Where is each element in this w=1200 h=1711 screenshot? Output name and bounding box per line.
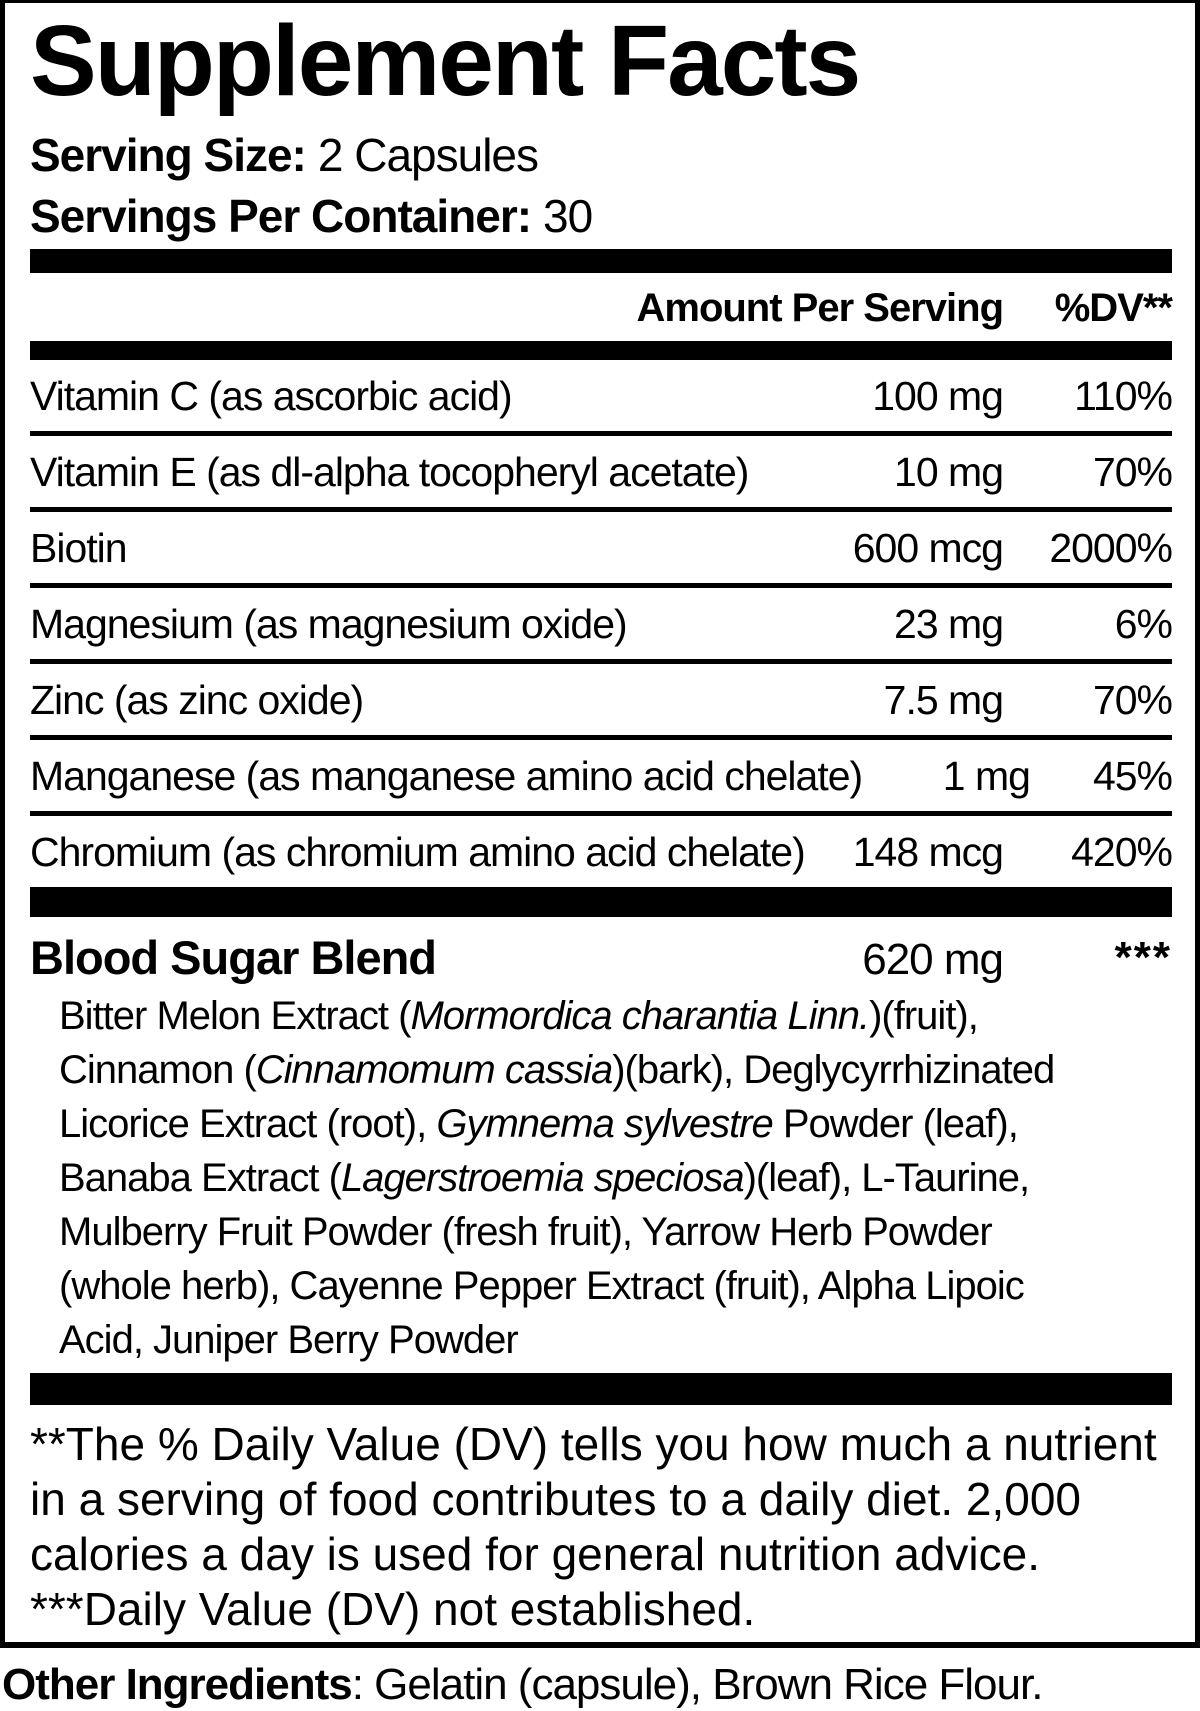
nutrient-dv: 6%	[1114, 601, 1172, 647]
panel-title: Supplement Facts	[30, 5, 860, 117]
divider-bar-thick	[30, 1373, 1172, 1405]
serving-size-line	[30, 125, 1172, 186]
nutrient-name: Chromium (as chromium amino acid chelate)	[30, 829, 805, 875]
table-row	[30, 583, 1172, 659]
divider-bar-thick	[30, 887, 1172, 917]
percent-dv-header: %DV**	[1054, 286, 1172, 330]
nutrient-dv: 70%	[1092, 677, 1172, 723]
serving-size-label: Serving Size:	[30, 129, 306, 181]
nutrient-amount: 7.5 mg	[883, 677, 1003, 723]
table-row	[30, 735, 1172, 811]
nutrient-dv: 2000%	[1049, 525, 1172, 571]
blend-ingredients: Bitter Melon Extract (Mormordica charantia Linn.)(fruit), Cinnamon (Cinnamomum cassia)(bark), Deglycyrrhizinated Licorice Extract (root), Gymnema sylvestre Powder (leaf), Banaba Extract (Lagerstroemia speciosa)(leaf), L-Taurine, Mulberry Fruit Powder (fresh fruit), Yarrow Herb Powder (whole herb), Cayenne Pepper Extract (fruit), Alpha Lipoic Acid, Juniper Berry Powder	[59, 994, 1055, 1362]
servings-per-container-line	[30, 186, 1172, 247]
other-ingredients-value: : Gelatin (capsule), Brown Rice Flour.	[351, 1660, 1043, 1709]
nutrient-name: Vitamin C (as ascorbic acid)	[30, 373, 512, 419]
serving-size-value: 2 Capsules	[317, 129, 539, 181]
nutrient-name: Magnesium (as magnesium oxide)	[30, 601, 627, 647]
divider-bar-medium	[30, 341, 1172, 360]
nutrient-dv: 420%	[1071, 829, 1172, 875]
servings-per-container-value: 30	[543, 190, 593, 242]
servings-per-container-label: Servings Per Container:	[30, 190, 532, 242]
nutrient-amount: 600 mcg	[852, 525, 1003, 571]
other-ingredients-label: Other Ingredients	[2, 1660, 352, 1709]
nutrient-name: Manganese (as manganese amino acid chelate)	[30, 753, 863, 799]
amount-per-serving-header: Amount Per Serving	[636, 286, 1003, 330]
nutrient-name: Vitamin E (as dl-alpha tocopheryl acetate)	[30, 449, 749, 495]
table-row	[30, 811, 1172, 887]
table-row	[30, 431, 1172, 507]
nutrient-amount: 1 mg	[942, 753, 1030, 799]
divider-bar-thick	[30, 249, 1172, 273]
nutrient-name: Zinc (as zinc oxide)	[30, 677, 364, 723]
footnotes	[30, 1417, 1172, 1637]
nutrient-table	[30, 360, 1172, 887]
nutrient-amount: 100 mg	[872, 373, 1003, 419]
nutrient-dv: 110%	[1074, 373, 1172, 419]
nutrient-amount: 10 mg	[894, 449, 1003, 495]
table-header-row	[30, 273, 1172, 341]
nutrient-amount: 148 mcg	[852, 829, 1003, 875]
blend-row	[30, 917, 1172, 987]
table-row	[30, 659, 1172, 735]
footnote-dv-explanation: **The % Daily Value (DV) tells you how much a nutrient in a serving of food contributes to a daily diet. 2,000 calories a day is used for general nutrition advice.	[30, 1418, 1157, 1580]
blend-dv-asterisks: ***	[1114, 933, 1172, 982]
nutrient-dv: 70%	[1092, 449, 1172, 495]
blend-amount: 620 mg	[862, 935, 1003, 984]
table-row	[30, 507, 1172, 583]
nutrient-dv: 45%	[1092, 753, 1172, 799]
nutrient-amount: 23 mg	[894, 601, 1003, 647]
other-ingredients-line	[2, 1660, 1200, 1710]
table-row	[30, 360, 1172, 431]
nutrient-name: Biotin	[30, 525, 127, 571]
blend-name: Blood Sugar Blend	[30, 931, 436, 984]
footnote-not-established: ***Daily Value (DV) not established.	[30, 1583, 756, 1635]
